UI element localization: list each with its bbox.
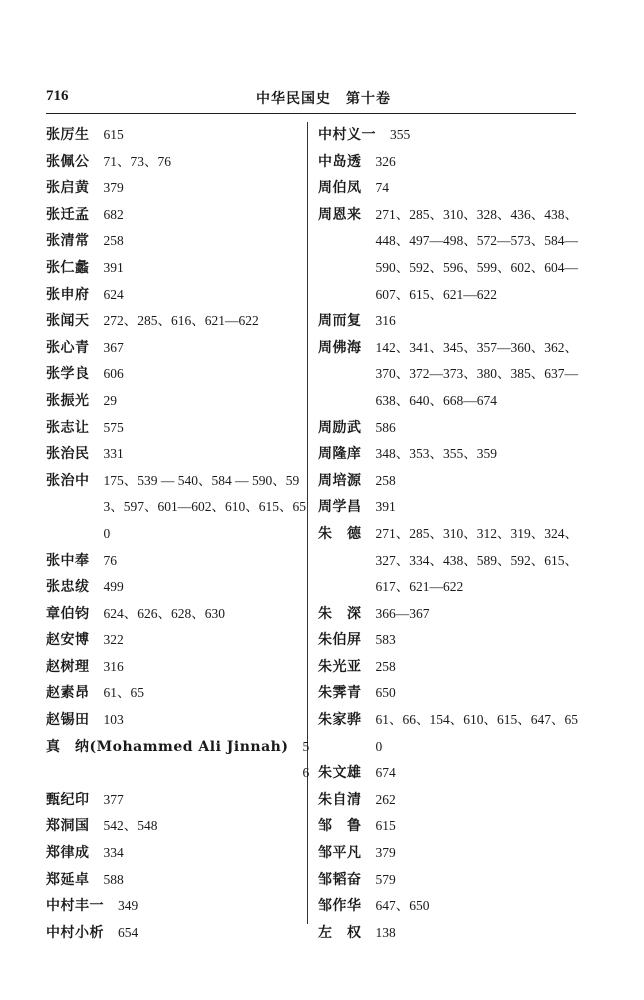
entry-name: 张仁蠡 — [46, 259, 90, 276]
entry-pages: 348、353、355、359 — [375, 446, 497, 462]
entry-name: 周培源 — [318, 472, 362, 489]
entry-name: 赵素昂 — [46, 685, 90, 702]
page-number: 716 — [46, 88, 69, 104]
entry-pages: 258 — [375, 472, 396, 488]
index-entry — [318, 175, 584, 202]
entry-name: 张中奉 — [46, 552, 90, 569]
index-entry — [46, 175, 306, 202]
index-entry — [46, 335, 306, 362]
entry-name: 中村丰一 — [46, 898, 104, 915]
index-entry — [318, 149, 584, 176]
entry-pages: 579 — [375, 871, 396, 887]
index-entry — [318, 840, 584, 867]
index-entry — [318, 415, 584, 442]
index-entry — [318, 867, 584, 894]
entry-pages: 61、65 — [103, 685, 144, 701]
entry-name: 朱伯屏 — [318, 632, 362, 649]
entry-pages: 29 — [103, 392, 117, 408]
index-entry — [318, 308, 584, 335]
index-entry — [46, 202, 306, 229]
entry-pages: 379 — [103, 180, 124, 196]
entry-pages: 175、539 — 540、584 — 590、593、597、601—602、610、615、650 — [103, 472, 306, 541]
entry-name: 张治中 — [46, 472, 90, 489]
index-entry — [318, 441, 584, 468]
index-entry — [46, 574, 306, 601]
entry-name: 周励武 — [318, 419, 362, 436]
entry-name: 邹平凡 — [318, 845, 362, 862]
index-entry — [46, 627, 306, 654]
index-entry — [46, 308, 306, 335]
index-entry — [46, 415, 306, 442]
index-entry — [318, 707, 584, 760]
entry-pages: 258 — [103, 233, 124, 249]
entry-pages: 606 — [103, 366, 124, 382]
entry-pages: 349 — [118, 898, 139, 914]
entry-name: 邹 鲁 — [318, 818, 362, 835]
index-entry — [46, 601, 306, 628]
entry-name: 张志让 — [46, 419, 90, 436]
entry-name: 周佛海 — [318, 339, 362, 356]
page-header — [46, 88, 576, 114]
entry-pages: 650 — [375, 685, 396, 701]
entry-pages: 542、548 — [103, 818, 158, 834]
entry-pages: 258 — [375, 658, 396, 674]
entry-pages: 367 — [103, 339, 124, 355]
entry-pages: 56 — [302, 738, 310, 781]
index-entry — [318, 468, 584, 495]
entry-name: 赵树理 — [46, 658, 90, 675]
entry-name: 章伯钧 — [46, 605, 90, 622]
entry-pages: 316 — [375, 313, 396, 329]
entry-name: 张忠绂 — [46, 579, 90, 596]
entry-pages: 647、650 — [375, 898, 430, 914]
entry-name: 郑延卓 — [46, 871, 90, 888]
entry-name: 邹韬奋 — [318, 871, 362, 888]
index-entry — [46, 734, 310, 787]
entry-pages: 331 — [103, 446, 124, 462]
entry-name: 朱 深 — [318, 605, 362, 622]
entry-name: 朱家骅 — [318, 712, 362, 729]
entry-pages: 74 — [375, 180, 389, 196]
entry-pages: 316 — [103, 658, 124, 674]
entry-pages: 272、285、616、621—622 — [103, 313, 259, 329]
book-title: 中华民国史 第十卷 — [256, 91, 391, 107]
entry-pages: 366—367 — [375, 605, 430, 621]
index-entry — [46, 787, 306, 814]
index-entry — [46, 228, 306, 255]
index-entry — [318, 122, 584, 149]
entry-name: 张佩公 — [46, 153, 90, 170]
entry-pages: 262 — [375, 791, 396, 807]
entry-name: 赵锡田 — [46, 712, 90, 729]
entry-pages: 322 — [103, 632, 124, 648]
index-column-right — [318, 122, 584, 946]
entry-pages: 61、66、154、610、615、647、650 — [375, 712, 578, 754]
index-entry — [318, 521, 584, 601]
entry-name: 张闻天 — [46, 313, 90, 330]
entry-name: 郑律成 — [46, 845, 90, 862]
index-entry — [318, 335, 584, 415]
entry-pages: 624、626、628、630 — [103, 605, 225, 621]
entry-name: 张清常 — [46, 233, 90, 250]
entry-pages: 586 — [375, 419, 396, 435]
index-column-left — [46, 122, 310, 946]
entry-name: 朱 德 — [318, 525, 362, 542]
index-entry — [46, 361, 306, 388]
index-entry — [46, 282, 306, 309]
entry-pages: 588 — [103, 871, 124, 887]
entry-pages: 71、73、76 — [103, 153, 171, 169]
index-entry — [318, 601, 584, 628]
entry-name: 张启黄 — [46, 180, 90, 197]
entry-name: 周隆庠 — [318, 446, 362, 463]
index-entry — [46, 441, 306, 468]
entry-pages: 142、341、345、357—360、362、370、372—373、380、385、637—638、640、668—674 — [375, 339, 578, 408]
index-entry — [46, 654, 306, 681]
entry-pages: 654 — [118, 924, 139, 940]
entry-name: 张厉生 — [46, 127, 90, 143]
entry-pages: 76 — [103, 552, 117, 568]
entry-name: 甄纪印 — [46, 791, 90, 808]
entry-name: 邹作华 — [318, 898, 362, 915]
index-entry — [318, 654, 584, 681]
index-entry — [46, 867, 306, 894]
entry-pages: 624 — [103, 286, 124, 302]
index-entry — [318, 760, 584, 787]
entry-name: 中岛透 — [318, 153, 362, 170]
entry-name: 张心青 — [46, 339, 90, 356]
entry-pages: 615 — [103, 127, 124, 142]
entry-name: 周而复 — [318, 313, 362, 330]
index-entry — [46, 548, 306, 575]
entry-pages: 575 — [103, 419, 124, 435]
index-entry — [46, 680, 306, 707]
entry-name: 赵安博 — [46, 632, 90, 649]
entry-pages: 391 — [375, 499, 396, 515]
entry-pages: 377 — [103, 791, 124, 807]
entry-name: 朱文雄 — [318, 765, 362, 782]
entry-name: 周学昌 — [318, 499, 362, 516]
entry-name: 左 权 — [318, 924, 362, 941]
entry-pages: 615 — [375, 818, 396, 834]
entry-pages: 355 — [390, 127, 411, 142]
index-entry — [46, 920, 306, 947]
entry-pages: 391 — [103, 259, 124, 275]
index-entry — [46, 122, 306, 149]
index-entry — [46, 707, 306, 734]
index-entry — [46, 893, 306, 920]
index-entry — [318, 202, 584, 308]
entry-name: 中村小析 — [46, 924, 104, 941]
entry-pages: 334 — [103, 845, 124, 861]
entry-pages: 103 — [103, 712, 124, 728]
entry-name: 真 纳(Mohammed Ali Jinnah) — [46, 738, 289, 755]
entry-name: 张治民 — [46, 446, 90, 463]
index-entry — [318, 494, 584, 521]
index-entry — [318, 787, 584, 814]
entry-name: 周恩来 — [318, 206, 362, 223]
entry-pages: 583 — [375, 632, 396, 648]
index-entry — [46, 468, 306, 548]
index-entry — [46, 840, 306, 867]
index-entry — [318, 920, 584, 947]
index-entry — [318, 627, 584, 654]
column-divider — [307, 122, 308, 924]
entry-pages: 326 — [375, 153, 396, 169]
entry-name: 朱自清 — [318, 791, 362, 808]
entry-pages: 682 — [103, 206, 124, 222]
index-entry — [46, 255, 306, 282]
index-entry — [318, 813, 584, 840]
entry-name: 郑洞国 — [46, 818, 90, 835]
entry-pages: 271、285、310、328、436、438、448、497—498、572—573、584—590、592、596、599、602、604—607、615、621—622 — [375, 206, 578, 302]
entry-pages: 674 — [375, 765, 396, 781]
entry-name: 中村义一 — [318, 127, 376, 143]
index-entry — [46, 813, 306, 840]
index-entry — [318, 893, 584, 920]
entry-pages: 138 — [375, 924, 396, 940]
entry-name: 朱光亚 — [318, 658, 362, 675]
index-entry — [46, 388, 306, 415]
entry-name: 周伯凤 — [318, 180, 362, 197]
entry-pages: 499 — [103, 579, 124, 595]
index-entry — [318, 680, 584, 707]
entry-name: 朱霁青 — [318, 685, 362, 702]
entry-pages: 379 — [375, 845, 396, 861]
entry-name: 张学良 — [46, 366, 90, 383]
index-entry — [46, 149, 306, 176]
header-rule — [46, 113, 576, 114]
entry-name: 张振光 — [46, 392, 90, 409]
entry-pages: 271、285、310、312、319、324、327、334、438、589、592、615、617、621—622 — [375, 525, 578, 595]
entry-name: 张申府 — [46, 286, 90, 303]
entry-name: 张迁孟 — [46, 206, 90, 223]
